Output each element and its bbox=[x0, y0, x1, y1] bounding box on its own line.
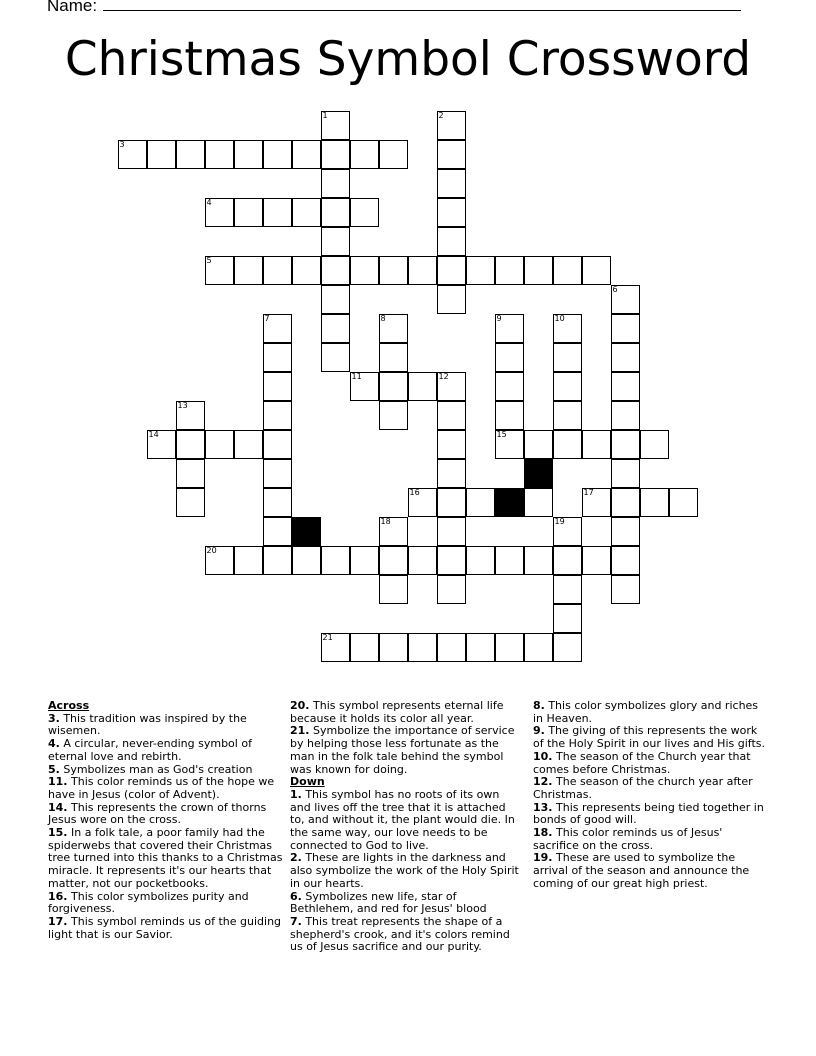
clue-number: 13 bbox=[177, 400, 188, 410]
clue-number: 17 bbox=[583, 487, 594, 497]
across-clue bbox=[48, 802, 284, 827]
clue-number-label: 4. bbox=[48, 737, 60, 751]
clues-column-3 bbox=[533, 700, 765, 891]
clue-text: Symbolize the importance of service by helping those less fortunate as the man in the folk tale behind the symbol was known for doing. bbox=[290, 724, 515, 776]
clue-text: Symbolizes man as God's creation bbox=[59, 762, 253, 776]
crossword-cell[interactable] bbox=[437, 488, 466, 517]
clue-number: 9 bbox=[496, 313, 502, 323]
clue-number: 10 bbox=[554, 313, 565, 323]
crossword-cell[interactable] bbox=[292, 546, 321, 575]
crossword-cell[interactable] bbox=[611, 372, 640, 401]
crossword-cell[interactable] bbox=[321, 169, 350, 198]
crossword-cell[interactable] bbox=[408, 256, 437, 285]
crossword-cell[interactable] bbox=[495, 546, 524, 575]
clue-number: 21 bbox=[322, 632, 333, 642]
crossword-cell[interactable] bbox=[437, 372, 466, 401]
clue-number-label: 10. bbox=[533, 749, 553, 763]
crossword-cell[interactable] bbox=[408, 488, 437, 517]
across-header: Across bbox=[48, 699, 90, 712]
crossword-cell[interactable] bbox=[495, 372, 524, 401]
clue-number-label: 7. bbox=[290, 914, 302, 928]
clue-text: This represents the crown of thorns Jesus wore on the cross. bbox=[48, 800, 267, 827]
crossword-cell[interactable] bbox=[437, 111, 466, 140]
crossword-cell[interactable] bbox=[176, 459, 205, 488]
crossword-cell[interactable] bbox=[234, 546, 263, 575]
crossword-cell[interactable] bbox=[350, 372, 379, 401]
crossword-cell[interactable] bbox=[321, 111, 350, 140]
clue-number: 20 bbox=[206, 545, 217, 555]
crossword-cell[interactable] bbox=[466, 488, 495, 517]
down-clue bbox=[533, 827, 765, 852]
crossword-cell[interactable] bbox=[379, 633, 408, 662]
crossword-cell[interactable] bbox=[176, 488, 205, 517]
crossword-cell[interactable] bbox=[118, 140, 147, 169]
crossword-cell[interactable] bbox=[321, 546, 350, 575]
clue-number-label: 6. bbox=[290, 889, 302, 903]
crossword-cell[interactable] bbox=[524, 430, 553, 459]
crossword-cell[interactable] bbox=[176, 401, 205, 430]
down-clue bbox=[290, 916, 522, 954]
crossword-cell[interactable] bbox=[582, 256, 611, 285]
clue-number: 2 bbox=[438, 110, 444, 120]
clue-text: The season of the Church year that comes before Christmas. bbox=[533, 749, 751, 776]
clue-text: This represents being tied together in bonds of good will. bbox=[533, 800, 764, 827]
crossword-cell[interactable] bbox=[147, 140, 176, 169]
crossword-cell[interactable] bbox=[263, 198, 292, 227]
crossword-cell[interactable] bbox=[611, 517, 640, 546]
crossword-cell[interactable] bbox=[495, 314, 524, 343]
crossword-cell[interactable] bbox=[379, 140, 408, 169]
crossword-cell[interactable] bbox=[205, 256, 234, 285]
down-clue bbox=[533, 725, 765, 750]
clue-text: This color reminds us of Jesus' sacrifice on the cross. bbox=[533, 826, 723, 852]
crossword-cell[interactable] bbox=[350, 546, 379, 575]
crossword-cell[interactable] bbox=[292, 256, 321, 285]
down-clue bbox=[533, 852, 765, 890]
crossword-cell[interactable] bbox=[263, 256, 292, 285]
crossword-cell[interactable] bbox=[408, 633, 437, 662]
crossword-cell[interactable] bbox=[350, 633, 379, 662]
crossword-cell[interactable] bbox=[263, 401, 292, 430]
clue-number: 16 bbox=[409, 487, 420, 497]
down-clue bbox=[533, 802, 765, 827]
crossword-cell[interactable] bbox=[437, 517, 466, 546]
crossword-cell[interactable] bbox=[553, 575, 582, 604]
crossword-cell[interactable] bbox=[553, 314, 582, 343]
page-title: Christmas Symbol Crossword bbox=[64, 32, 752, 87]
crossword-cell[interactable] bbox=[263, 459, 292, 488]
down-clue bbox=[533, 751, 765, 776]
down-clue bbox=[290, 852, 522, 890]
crossword-cell[interactable] bbox=[292, 140, 321, 169]
black-square bbox=[524, 459, 553, 488]
clue-number-label: 14. bbox=[48, 800, 68, 814]
crossword-cell[interactable] bbox=[263, 488, 292, 517]
clue-text: This color symbolizes purity and forgiveness. bbox=[48, 889, 249, 916]
clue-number: 19 bbox=[554, 516, 565, 526]
crossword-cell[interactable] bbox=[379, 256, 408, 285]
crossword-cell[interactable] bbox=[205, 198, 234, 227]
clue-number-label: 8. bbox=[533, 699, 545, 712]
crossword-cell[interactable] bbox=[437, 198, 466, 227]
across-clue bbox=[48, 827, 284, 891]
clue-number-label: 2. bbox=[290, 851, 302, 865]
crossword-cell[interactable] bbox=[437, 459, 466, 488]
clue-text: Symbolizes new life, star of Bethlehem, and red for Jesus' blood bbox=[290, 889, 487, 916]
clue-text: The season of the church year after Christmas. bbox=[533, 775, 753, 801]
crossword-cell[interactable] bbox=[234, 198, 263, 227]
down-clue bbox=[290, 891, 522, 916]
across-clue bbox=[48, 916, 284, 941]
clue-number: 8 bbox=[380, 313, 386, 323]
clue-number: 14 bbox=[148, 429, 159, 439]
crossword-cell[interactable] bbox=[321, 343, 350, 372]
clue-text: A circular, never-ending symbol of eternal love and rebirth. bbox=[48, 737, 252, 763]
crossword-cell[interactable] bbox=[321, 198, 350, 227]
clue-number-label: 5. bbox=[48, 762, 60, 776]
clue-number-label: 18. bbox=[533, 826, 553, 840]
crossword-cell[interactable] bbox=[321, 227, 350, 256]
crossword-cell[interactable] bbox=[437, 285, 466, 314]
clue-text: This tradition was inspired by the wisemen. bbox=[48, 711, 247, 738]
clue-number: 6 bbox=[612, 284, 618, 294]
down-clue-list bbox=[290, 789, 522, 954]
crossword-cell[interactable] bbox=[350, 198, 379, 227]
crossword-cell[interactable] bbox=[147, 430, 176, 459]
crossword-cell[interactable] bbox=[176, 430, 205, 459]
crossword-cell[interactable] bbox=[263, 140, 292, 169]
clue-number-label: 3. bbox=[48, 711, 60, 725]
crossword-cell[interactable] bbox=[466, 633, 495, 662]
crossword-cell[interactable] bbox=[495, 633, 524, 662]
down-header: Down bbox=[290, 775, 325, 789]
clue-text: This symbol represents eternal life because it holds its color all year. bbox=[290, 699, 504, 725]
crossword-cell[interactable] bbox=[437, 227, 466, 256]
crossword-cell[interactable] bbox=[611, 285, 640, 314]
crossword-cell[interactable] bbox=[205, 546, 234, 575]
crossword-cell[interactable] bbox=[611, 401, 640, 430]
crossword-cell[interactable] bbox=[205, 140, 234, 169]
crossword-cell[interactable] bbox=[466, 256, 495, 285]
across-clue bbox=[290, 725, 522, 776]
crossword-cell[interactable] bbox=[495, 401, 524, 430]
crossword-cell[interactable] bbox=[582, 488, 611, 517]
clue-text: These are used to symbolize the arrival of the season and announce the coming of our great high priest. bbox=[533, 851, 750, 890]
crossword-cell[interactable] bbox=[553, 430, 582, 459]
clue-number-label: 11. bbox=[48, 775, 68, 789]
crossword-cell[interactable] bbox=[437, 169, 466, 198]
crossword-cell[interactable] bbox=[553, 517, 582, 546]
crossword-cell[interactable] bbox=[321, 285, 350, 314]
clue-number-label: 17. bbox=[48, 914, 68, 928]
crossword-cell[interactable] bbox=[379, 546, 408, 575]
across-clue bbox=[48, 713, 284, 738]
crossword-cell[interactable] bbox=[611, 546, 640, 575]
crossword-cell[interactable] bbox=[553, 604, 582, 633]
clue-number: 7 bbox=[264, 313, 270, 323]
down-clue bbox=[290, 789, 522, 853]
crossword-cell[interactable] bbox=[321, 314, 350, 343]
clue-number-label: 19. bbox=[533, 851, 553, 865]
crossword-cell[interactable] bbox=[234, 140, 263, 169]
clues-column-1 bbox=[48, 700, 284, 941]
clue-number-label: 13. bbox=[533, 800, 553, 814]
across-clue bbox=[48, 738, 284, 763]
clues-column-2 bbox=[290, 700, 522, 954]
crossword-cell[interactable] bbox=[321, 256, 350, 285]
crossword-cell[interactable] bbox=[437, 140, 466, 169]
down-clue bbox=[533, 700, 765, 725]
across-clue bbox=[290, 700, 522, 725]
black-square bbox=[495, 488, 524, 517]
crossword-cell[interactable] bbox=[234, 256, 263, 285]
clue-text: These are lights in the darkness and also symbolize the work of the Holy Spirit in our hearts. bbox=[290, 851, 519, 890]
clue-number-label: 9. bbox=[533, 724, 545, 738]
crossword-cell[interactable] bbox=[669, 488, 698, 517]
crossword-cell[interactable] bbox=[263, 343, 292, 372]
clue-number-label: 12. bbox=[533, 775, 553, 789]
crossword-cell[interactable] bbox=[437, 633, 466, 662]
crossword-cell[interactable] bbox=[379, 575, 408, 604]
crossword-cell[interactable] bbox=[582, 546, 611, 575]
clue-text: This treat represents the shape of a shepherd's crook, and it's colors remind us of Jesus sacrifice and our purity. bbox=[290, 914, 510, 954]
clue-text: This symbol reminds us of the guiding light that is our Savior. bbox=[48, 914, 282, 941]
crossword-cell[interactable] bbox=[263, 546, 292, 575]
clue-number: 5 bbox=[206, 255, 212, 265]
crossword-cell[interactable] bbox=[263, 430, 292, 459]
crossword-cell[interactable] bbox=[466, 546, 495, 575]
crossword-cell[interactable] bbox=[553, 546, 582, 575]
crossword-cell[interactable] bbox=[321, 140, 350, 169]
crossword-cell[interactable] bbox=[408, 546, 437, 575]
clue-number: 18 bbox=[380, 516, 391, 526]
crossword-cell[interactable] bbox=[553, 256, 582, 285]
crossword-cell[interactable] bbox=[437, 401, 466, 430]
crossword-cell[interactable] bbox=[321, 633, 350, 662]
clue-number-label: 1. bbox=[290, 787, 302, 801]
crossword-cell[interactable] bbox=[524, 633, 553, 662]
crossword-cell[interactable] bbox=[611, 459, 640, 488]
crossword-cell[interactable] bbox=[495, 256, 524, 285]
crossword-cell[interactable] bbox=[263, 314, 292, 343]
crossword-cell[interactable] bbox=[408, 372, 437, 401]
crossword-cell[interactable] bbox=[553, 372, 582, 401]
crossword-cell[interactable] bbox=[495, 430, 524, 459]
crossword-cell[interactable] bbox=[437, 430, 466, 459]
crossword-cell[interactable] bbox=[611, 488, 640, 517]
crossword-cell[interactable] bbox=[611, 314, 640, 343]
crossword-cell[interactable] bbox=[379, 314, 408, 343]
across-clue bbox=[48, 891, 284, 916]
name-label: Name: bbox=[47, 0, 98, 15]
crossword-cell[interactable] bbox=[379, 401, 408, 430]
crossword-cell[interactable] bbox=[176, 140, 205, 169]
clue-text: This color reminds us of the hope we have in Jesus (color of Advent). bbox=[48, 775, 275, 801]
crossword-cell[interactable] bbox=[611, 430, 640, 459]
crossword-cell[interactable] bbox=[553, 401, 582, 430]
crossword-cell[interactable] bbox=[524, 546, 553, 575]
crossword-cell[interactable] bbox=[234, 430, 263, 459]
clue-number-label: 15. bbox=[48, 826, 68, 840]
crossword-cell[interactable] bbox=[524, 488, 553, 517]
crossword-cell[interactable] bbox=[350, 256, 379, 285]
crossword-cell[interactable] bbox=[350, 140, 379, 169]
black-square bbox=[292, 517, 321, 546]
crossword-cell[interactable] bbox=[611, 575, 640, 604]
clue-text: In a folk tale, a poor family had the spiderwebs that covered their Christmas tree turned into this thanks to a Christmas miracle. It represents it's our hearts that matter, not our pocketbooks. bbox=[48, 826, 283, 890]
crossword-cell[interactable] bbox=[263, 517, 292, 546]
crossword-cell[interactable] bbox=[437, 575, 466, 604]
across-clue-list bbox=[48, 713, 284, 942]
crossword-cell[interactable] bbox=[495, 343, 524, 372]
down-clue bbox=[533, 776, 765, 801]
clue-number: 12 bbox=[438, 371, 449, 381]
crossword-cell[interactable] bbox=[263, 372, 292, 401]
across-clue bbox=[48, 776, 284, 801]
crossword-cell[interactable] bbox=[437, 256, 466, 285]
crossword-cell[interactable] bbox=[292, 198, 321, 227]
clue-number: 3 bbox=[119, 139, 125, 149]
crossword-cell[interactable] bbox=[437, 546, 466, 575]
crossword-cell[interactable] bbox=[379, 517, 408, 546]
clue-number-label: 21. bbox=[290, 724, 310, 738]
clue-number-label: 20. bbox=[290, 699, 310, 712]
clue-number: 1 bbox=[322, 110, 328, 120]
clue-text: This color symbolizes glory and riches in Heaven. bbox=[533, 699, 759, 725]
down-clue-list-continued bbox=[533, 700, 765, 891]
crossword-cell[interactable] bbox=[640, 430, 669, 459]
clue-number: 11 bbox=[351, 371, 362, 381]
crossword-cell[interactable] bbox=[379, 343, 408, 372]
crossword-cell[interactable] bbox=[524, 256, 553, 285]
crossword-cell[interactable] bbox=[553, 343, 582, 372]
crossword-cell[interactable] bbox=[553, 633, 582, 662]
clue-text: The giving of this represents the work of the Holy Spirit in our lives and His gifts. bbox=[533, 724, 765, 751]
across-clue-list-continued bbox=[290, 700, 522, 776]
clue-text: This symbol has no roots of its own and lives off the tree that it is attached to, and without it, the plant would die. In the same way, our love needs to be connected to God to live. bbox=[290, 787, 515, 852]
crossword-cell[interactable] bbox=[611, 343, 640, 372]
clue-number: 4 bbox=[206, 197, 212, 207]
clue-number: 15 bbox=[496, 429, 507, 439]
crossword-cell[interactable] bbox=[379, 372, 408, 401]
crossword-cell[interactable] bbox=[582, 430, 611, 459]
crossword-cell[interactable] bbox=[640, 488, 669, 517]
clue-number-label: 16. bbox=[48, 889, 68, 903]
crossword-cell[interactable] bbox=[205, 430, 234, 459]
